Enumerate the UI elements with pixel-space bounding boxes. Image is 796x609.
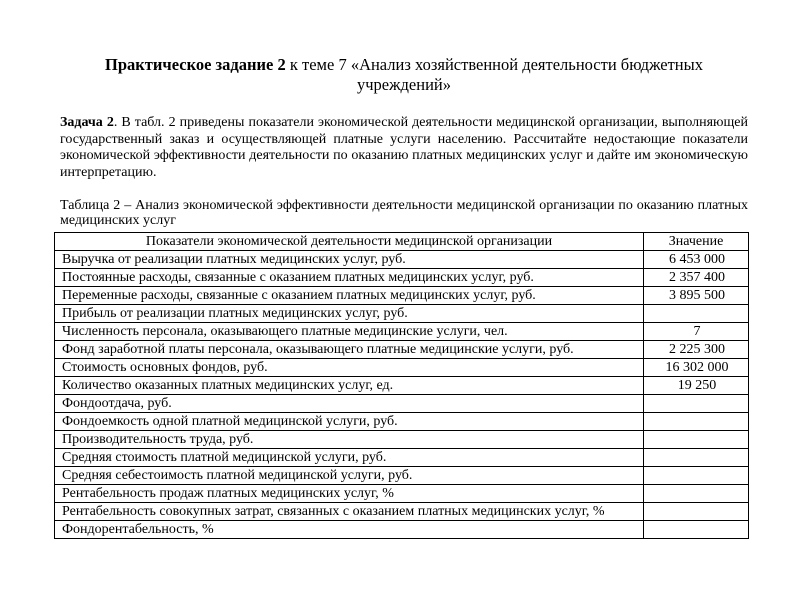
table-row <box>55 305 749 323</box>
row-value: 2 225 300 <box>644 341 749 359</box>
task-paragraph <box>60 115 748 181</box>
row-value <box>644 485 749 503</box>
row-value <box>644 467 749 485</box>
table-caption: Таблица 2 – Анализ экономической эффективности деятельности медицинской организации по оказанию платных медицинских услуг <box>60 198 748 228</box>
row-value: 3 895 500 <box>644 287 749 305</box>
row-label: Постоянные расходы, связанные с оказанием платных медицинских услуг, руб. <box>55 269 644 287</box>
row-value <box>644 449 749 467</box>
row-label: Фондоотдача, руб. <box>55 395 644 413</box>
row-label: Прибыль от реализации платных медицинских услуг, руб. <box>55 305 644 323</box>
table-row <box>55 323 749 341</box>
row-label: Стоимость основных фондов, руб. <box>55 359 644 377</box>
row-label: Численность персонала, оказывающего платные медицинские услуги, чел. <box>55 323 644 341</box>
table-row <box>55 449 749 467</box>
row-label: Переменные расходы, связанные с оказанием платных медицинских услуг, руб. <box>55 287 644 305</box>
table-row <box>55 377 749 395</box>
row-label: Фондоемкость одной платной медицинской услуги, руб. <box>55 413 644 431</box>
task-label: Задача 2 <box>60 115 114 130</box>
table-row <box>55 413 749 431</box>
row-value: 16 302 000 <box>644 359 749 377</box>
row-label: Средняя стоимость платной медицинской услуги, руб. <box>55 449 644 467</box>
table-row <box>55 503 749 521</box>
header-value: Значение <box>644 233 749 251</box>
table-row <box>55 521 749 539</box>
row-value <box>644 413 749 431</box>
table-header-row <box>55 233 749 251</box>
row-value: 6 453 000 <box>644 251 749 269</box>
row-value <box>644 305 749 323</box>
table-row <box>55 359 749 377</box>
table-row <box>55 269 749 287</box>
row-label: Количество оказанных платных медицинских услуг, ед. <box>55 377 644 395</box>
task-text: . В табл. 2 приведены показатели экономической деятельности медицинской организации, выполняющей государственный заказ и осуществляющей платные услуги населению. Рассчитайте недостающие показатели экономической эффективности деятельности по оказанию платных медицинских услуг и дайте им экономическую интерпретацию. <box>60 115 749 180</box>
table-row <box>55 395 749 413</box>
row-label: Средняя себестоимость платной медицинской услуги, руб. <box>55 467 644 485</box>
row-value: 7 <box>644 323 749 341</box>
indicators-table <box>54 232 749 539</box>
row-label: Производительность труда, руб. <box>55 431 644 449</box>
row-value <box>644 395 749 413</box>
table-row <box>55 287 749 305</box>
row-label: Фондорентабельность, % <box>55 521 644 539</box>
row-value: 19 250 <box>644 377 749 395</box>
row-label: Выручка от реализации платных медицинских услуг, руб. <box>55 251 644 269</box>
table-row <box>55 431 749 449</box>
row-label: Рентабельность продаж платных медицинских услуг, % <box>55 485 644 503</box>
title-rest: к теме 7 «Анализ хозяйственной деятельности бюджетных учреждений» <box>285 55 703 94</box>
row-value <box>644 521 749 539</box>
header-indicator: Показатели экономической деятельности медицинской организации <box>55 233 644 251</box>
table-row <box>55 467 749 485</box>
row-label: Рентабельность совокупных затрат, связанных с оказанием платных медицинских услуг, % <box>55 503 644 521</box>
table-row <box>55 251 749 269</box>
table-row <box>55 341 749 359</box>
table-row <box>55 485 749 503</box>
row-label: Фонд заработной платы персонала, оказывающего платные медицинские услуги, руб. <box>55 341 644 359</box>
row-value <box>644 431 749 449</box>
document-title <box>60 55 748 95</box>
title-bold: Практическое задание 2 <box>105 55 286 74</box>
row-value <box>644 503 749 521</box>
row-value: 2 357 400 <box>644 269 749 287</box>
